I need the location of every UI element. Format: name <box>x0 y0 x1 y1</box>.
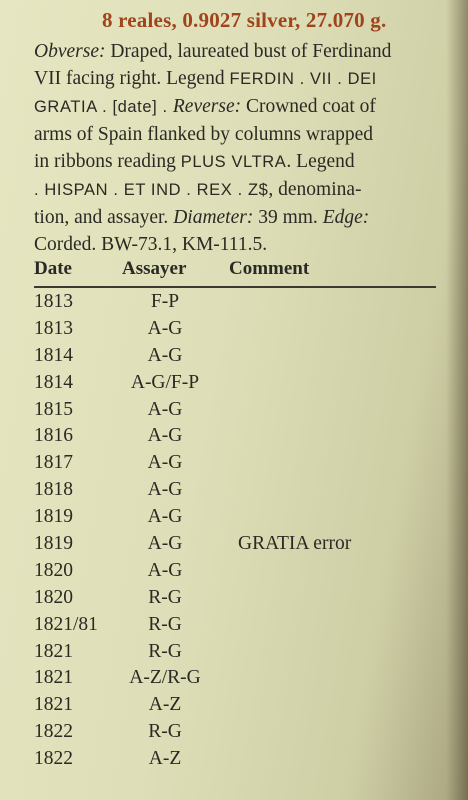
obverse-label: Obverse: <box>34 41 106 62</box>
assayer-cell: A-Z <box>148 694 182 716</box>
table-row <box>34 719 454 746</box>
assayer-cell: A-G <box>147 559 183 581</box>
description-text: Corded. BW-73.1, KM-111.5. <box>34 234 268 255</box>
description-text: Draped, laureated bust of Ferdinand <box>105 41 392 62</box>
table-row <box>34 558 454 585</box>
table-row <box>34 343 454 370</box>
table-row <box>34 289 454 316</box>
date-cell: 1821 <box>34 640 73 662</box>
date-cell: 1813 <box>34 291 73 312</box>
description-line-6 <box>34 176 454 204</box>
table-row <box>34 504 454 531</box>
date-cell: 1821 <box>34 667 73 689</box>
obverse-legend: FERDIN . VII . DEI <box>229 70 377 88</box>
assayer-cell: A-G/F-P <box>130 371 200 393</box>
assayer-cell: R-G <box>148 640 182 662</box>
table-row <box>34 612 454 639</box>
description-line-2 <box>34 65 454 93</box>
table-row <box>34 692 454 719</box>
date-cell: 1822 <box>34 721 73 743</box>
assayer-cell: A-Z <box>148 748 182 770</box>
assayer-cell: F-P <box>150 291 180 312</box>
table-row <box>34 585 454 612</box>
date-cell: 1816 <box>34 425 73 447</box>
assayer-cell: A-G <box>147 506 183 528</box>
table-row <box>34 477 454 504</box>
date-cell: 1815 <box>34 398 73 420</box>
table-row <box>34 531 454 558</box>
table-row <box>34 746 454 773</box>
date-cell: 1813 <box>34 317 73 339</box>
assayer-cell: A-G <box>147 317 183 339</box>
table-header-row <box>34 258 454 283</box>
comment-cell: GRATIA error <box>238 533 352 555</box>
coin-description <box>34 38 454 258</box>
page-gutter-shadow <box>446 0 468 800</box>
assayer-cell: A-G <box>147 425 183 447</box>
assayer-cell: A-Z/R-G <box>129 667 201 689</box>
date-cell: 1814 <box>34 344 73 366</box>
description-text: VII facing right. Legend <box>34 68 230 89</box>
diameter-label: Diameter: <box>173 207 254 228</box>
table-row <box>34 316 454 343</box>
date-cell: 1820 <box>34 586 73 608</box>
date-cell: 1817 <box>34 452 73 474</box>
assayer-column-header: Assayer <box>122 258 187 279</box>
comment-column-header: Comment <box>229 258 310 279</box>
description-line-5 <box>34 148 454 176</box>
date-cell: 1821 <box>34 694 73 716</box>
varieties-table-body <box>34 289 454 773</box>
table-row <box>34 397 454 424</box>
description-text: , denomina- <box>268 179 362 200</box>
description-line-4 <box>34 121 454 148</box>
date-cell: 1819 <box>34 506 73 528</box>
assayer-cell: A-G <box>147 398 183 420</box>
description-line-3 <box>34 93 454 121</box>
date-column-header: Date <box>34 258 72 279</box>
obverse-legend: GRATIA . [date] . <box>34 98 173 116</box>
assayer-cell: A-G <box>147 344 183 366</box>
description-text: tion, and assayer. <box>34 207 174 228</box>
date-cell: 1818 <box>34 479 73 501</box>
entry-heading: 8 reales, 0.9027 silver, 27.070 g. <box>102 8 387 32</box>
date-cell: 1819 <box>34 533 73 555</box>
reverse-label: Reverse: <box>172 96 242 117</box>
assayer-cell: A-G <box>147 533 183 555</box>
diameter-value: 39 mm. <box>253 207 323 228</box>
assayer-cell: A-G <box>147 452 183 474</box>
table-row <box>34 423 454 450</box>
description-text: . Legend <box>286 151 355 172</box>
header-rule <box>34 286 436 288</box>
date-cell: 1821/81 <box>34 613 98 635</box>
assayer-cell: A-G <box>147 479 183 501</box>
edge-label: Edge: <box>322 207 370 228</box>
description-text: in ribbons reading <box>34 151 181 172</box>
description-text: arms of Spain flanked by columns wrapped <box>34 124 374 145</box>
table-row <box>34 450 454 477</box>
varieties-table-header <box>34 258 454 283</box>
date-cell: 1820 <box>34 559 73 581</box>
table-row <box>34 370 454 397</box>
description-line-8 <box>34 231 454 258</box>
assayer-cell: R-G <box>148 586 182 608</box>
table-row <box>34 639 454 666</box>
description-line-7 <box>34 204 454 231</box>
assayer-cell: R-G <box>148 721 182 743</box>
ribbon-motto: PLUS VLTRA <box>180 153 287 171</box>
date-cell: 1814 <box>34 371 73 393</box>
description-line-1 <box>34 38 454 65</box>
description-text: Crowned coat of <box>241 96 376 117</box>
date-cell: 1822 <box>34 748 73 770</box>
reverse-legend: . HISPAN . ET IND . REX . Z$ <box>34 181 269 199</box>
assayer-cell: R-G <box>148 613 182 635</box>
table-row <box>34 665 454 692</box>
